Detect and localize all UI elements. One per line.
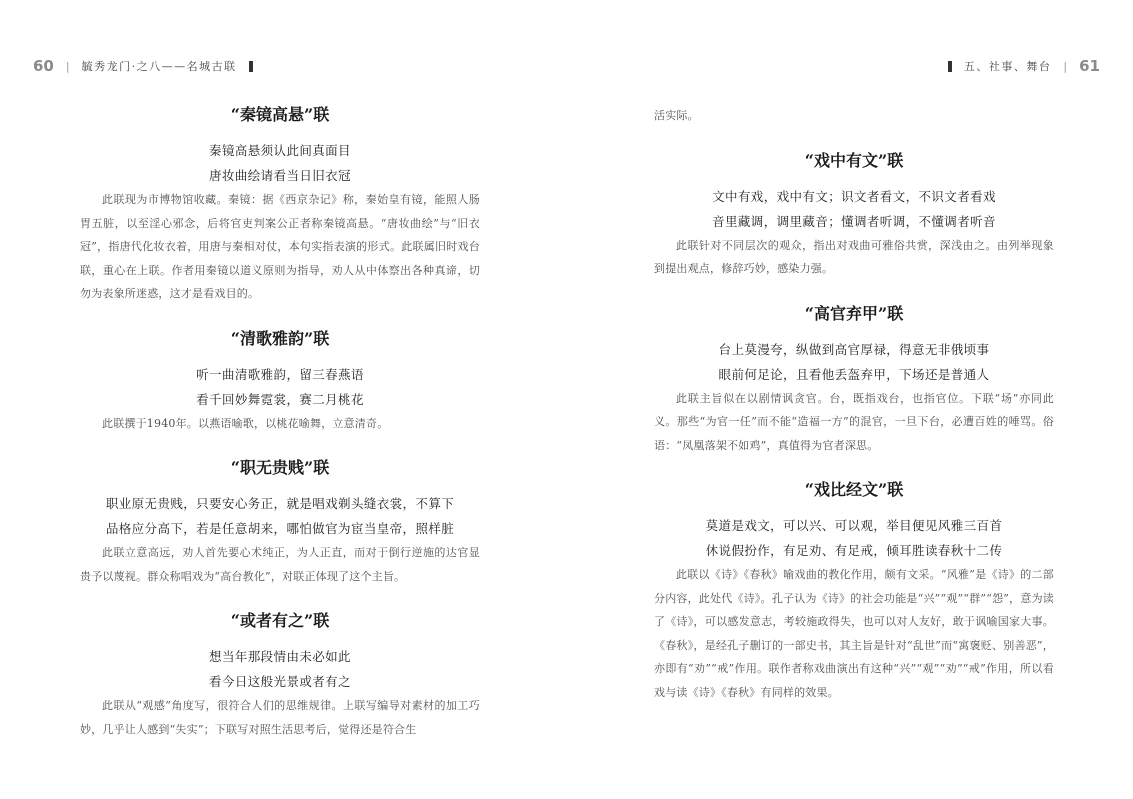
couplet-section: [80, 457, 480, 588]
header-block-mark: [948, 61, 952, 72]
couplet-title: “职无贵贱”联: [230, 458, 330, 477]
couplet-commentary: 此联撰于1940年。以燕语喻歌，以桃花喻舞，立意清奇。: [102, 416, 389, 430]
couplet-lower-line: 休说假扮作，有足劝、有足戒，倾耳胜读春秋十二传: [705, 543, 1003, 558]
page-number-right: 61: [1079, 57, 1100, 75]
couplet-section: [80, 104, 480, 306]
right-column: [654, 104, 1054, 726]
couplet-commentary: 此联立意高远，劝人首先要心术纯正，为人正直，而对于倒行逆施的达官显贵予以蔑视。群众称唱戏为“高台教化”，对联正体现了这个主旨。: [80, 546, 480, 583]
couplet-commentary: 此联现为市博物馆收藏。秦镜：据《西京杂记》称，秦始皇有镜，能照人肠胃五脏，以至淫心邪念，后将官吏判案公正者称秦镜高悬。“唐妆曲绘”与“旧衣冠”，指唐代化妆衣着，用唐与秦相对仗，本句实指表演的形式。此联属旧时戏台联，重心在上联。作者用秦镜以道义原则为指导，劝人从中体察出各种真谛，切勿为表象所迷惑，这才是看戏目的。: [80, 193, 480, 300]
couplet-commentary: 此联针对不同层次的观众，指出对戏曲可雅俗共赏，深浅由之。由列举现象到提出观点，修辞巧妙，感染力强。: [654, 238, 1054, 275]
couplet-title: “戏比经文”联: [804, 480, 904, 499]
couplet-upper-line: 想当年那段情由未必如此: [209, 649, 351, 664]
page-number-left: 60: [33, 57, 54, 75]
couplet-lower-line: 品格应分高下，若是任意胡来，哪怕做官为宦当皇帝，照样脏: [105, 521, 455, 536]
couplet-upper-line: 台上莫漫夸，纵做到高官厚禄，得意无非俄顷事: [718, 341, 990, 357]
couplet-lower-line: 看千回妙舞霓裳，赛二月桃花: [196, 391, 364, 407]
left-running-header: [33, 55, 265, 77]
left-column: [80, 104, 480, 763]
couplet-upper-line: 秦镜高悬须认此间真面目: [209, 143, 351, 158]
couplet-upper-line: 文中有戏，戏中有文；识文者看文，不识文者看戏: [712, 188, 996, 204]
left-page: [0, 0, 566, 799]
right-page: [566, 0, 1133, 799]
header-book-title: 毓秀龙门·之八——名城古联: [81, 60, 237, 73]
couplet-title: “秦镜高悬”联: [230, 105, 330, 124]
header-chapter-title: 五、社事、舞台: [963, 60, 1052, 73]
couplet-section: [80, 328, 480, 436]
couplet-upper-line: 职业原无贵贱，只要安心务正，就是唱戏剃头缝衣裳，不算下: [105, 496, 455, 511]
continued-paragraph: 活实际。: [654, 109, 699, 122]
couplet-section: [654, 150, 1054, 281]
couplet-title: “戏中有文”联: [804, 150, 904, 170]
couplet-section: [80, 610, 480, 741]
couplet-title: “或者有之”联: [230, 611, 330, 630]
couplet-lower-line: 音里藏调，调里藏音；懂调者听调，不懂调者听音: [712, 213, 996, 229]
couplet-commentary: 此联从“观感”角度写，很符合人们的思维规律。上联写编导对素材的加工巧妙，几乎让人感到“失实”；下联写对照生活思考后，觉得还是符合生: [80, 699, 480, 736]
couplet-title: “高官弃甲”联: [804, 303, 904, 323]
couplet-section: [654, 303, 1054, 458]
right-running-header: [936, 55, 1100, 77]
couplet-section: [654, 479, 1054, 704]
couplet-lower-line: 看今日这般光景或者有之: [209, 674, 351, 689]
couplet-upper-line: 听一曲清歌雅韵，留三春燕语: [196, 366, 364, 382]
couplet-title: “清歌雅韵”联: [230, 328, 330, 348]
header-separator: |: [65, 59, 70, 73]
couplet-upper-line: 莫道是戏文，可以兴、可以观，举目便见风雅三百首: [705, 518, 1003, 533]
header-block-mark: [249, 61, 253, 72]
couplet-lower-line: 眼前何足论，且看他丢盔弃甲，下场还是普通人: [718, 366, 990, 382]
couplet-lower-line: 唐妆曲绘请看当日旧衣冠: [209, 168, 351, 183]
couplet-commentary: 此联以《诗》《春秋》喻戏曲的教化作用，颇有文采。“风雅”是《诗》的二部分内容，此处代《诗》。孔子认为《诗》的社会功能是“兴”“观”“群”“怨”，意为读了《诗》，可以感发意志，考较施政得失，也可以对人友好，敢于讽喻国家大事。《春秋》，是经孔子删订的一部史书，其主旨是针对“乱世”而“寓褒贬、别善恶”，亦即有“劝”“戒”作用。联作者称戏曲演出有这种“兴”“观”“劝”“戒”作用，所以看戏与读《诗》《春秋》有同样的效果。: [654, 568, 1054, 699]
header-separator: |: [1063, 59, 1068, 73]
couplet-commentary: 此联主旨似在以剧情讽贪官。台，既指戏台，也指官位。下联“场”亦同此义。那些“为官一任”而不能“造福一方”的混官，一旦下台，必遭百姓的唾骂。俗语：“凤凰落架不如鸡”，真值得为官者深思。: [654, 391, 1054, 452]
